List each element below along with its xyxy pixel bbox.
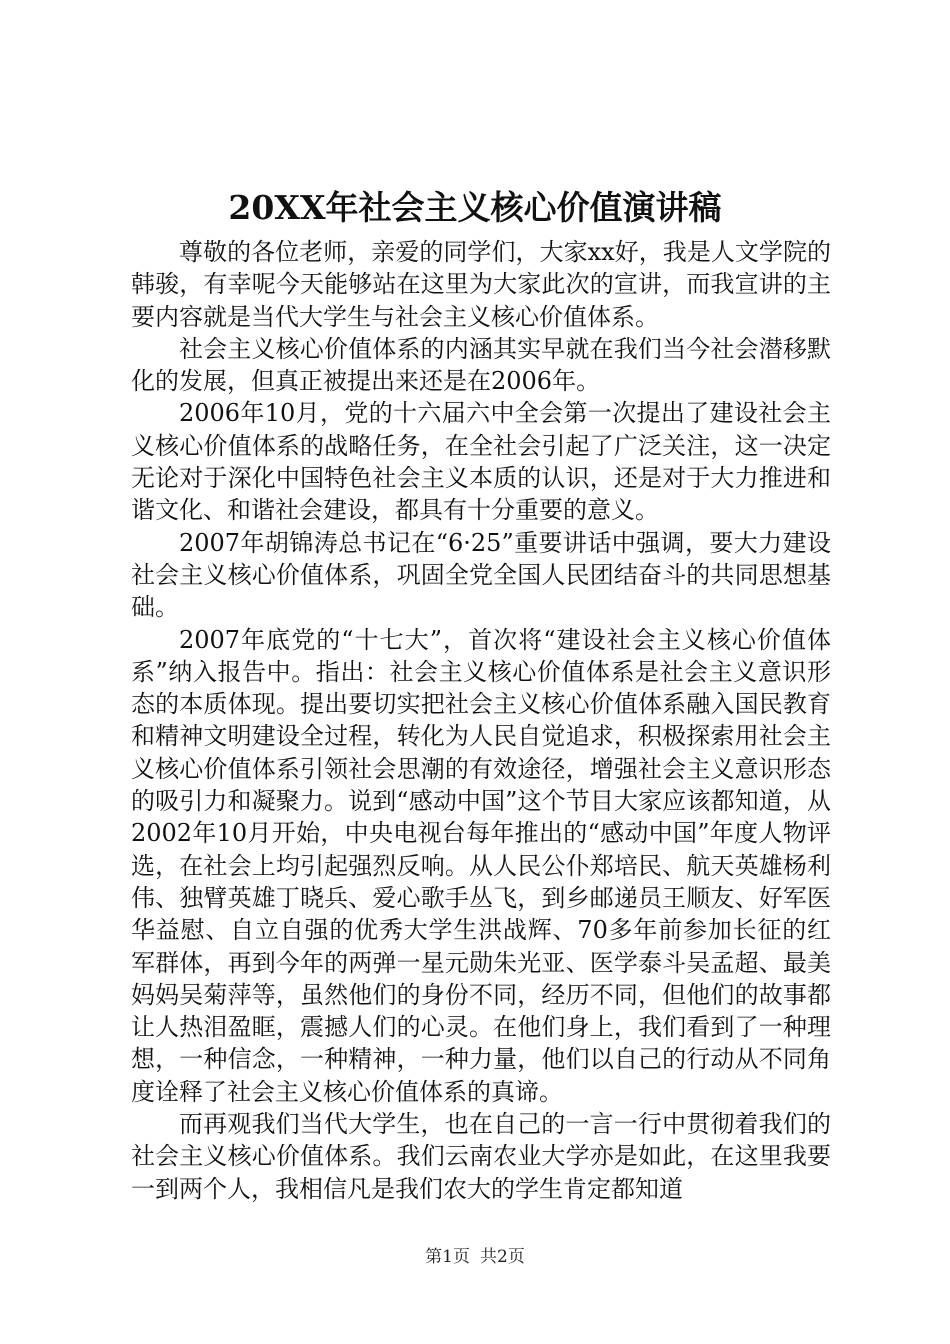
page-total: 共2页 xyxy=(480,1247,525,1267)
document-title: 20XX年社会主义核心价值演讲稿 xyxy=(228,188,722,227)
paragraph-connotation: 社会主义核心价值体系的内涵其实早就在我们当今社会潜移默化的发展，但真正被提出来还是在2006年。 xyxy=(131,334,831,396)
paragraph-college-students: 而再观我们当代大学生，也在自己的一言一行中贯彻着我们的社会主义核心价值体系。我们云南农业大学亦是如此，在这里我要一到两个人，我相信凡是我们农大的学生肯定都知道 xyxy=(131,1110,831,1203)
document-body xyxy=(131,236,831,1205)
paragraph-2006-plenary: 2006年10月，党的十六届六中全会第一次提出了建设社会主义核心价值体系的战略任务，在全社会引起了广泛关注，这一决定无论对于深化中国特色社会主义本质的认识，还是对于大力推进和谐文化、和谐社会建设，都具有十分重要的意义。 xyxy=(131,399,831,525)
paragraph-greeting: 尊敬的各位老师，亲爱的同学们，大家xx好，我是人文学院的韩骏，有幸呢今天能够站在这里为大家此次的宣讲，而我宣讲的主要内容就是当代大学生与社会主义核心价值体系。 xyxy=(131,238,831,331)
paragraph-17th-congress: 2007年底党的“十七大”，首次将“建设社会主义核心价值体系”纳入报告中。指出：社会主义核心价值体系是社会主义意识形态的本质体现。提出要切实把社会主义核心价值体系融入国民教育和精神文明建设全过程，转化为人民自觉追求，积极探索用社会主义核心价值体系引领社会思潮的有效途径，增强社会主义意识形态的吸引力和凝聚力。说到“感动中国”这个节目大家应该都知道，从2002年10月开始，中央电视台每年推出的“感动中国”年度人物评选，在社会上均引起强烈反响。从人民公仆郑培民、航天英雄杨利伟、独臂英雄丁晓兵、爱心歌手丛飞，到乡邮递员王顺友、好军医华益慰、自立自强的优秀大学生洪战辉、70多年前参加长征的红军群体，再到今年的两弹一星元勋朱光亚、医学泰斗吴孟超、最美妈妈吴菊萍等，虽然他们的身份不同，经历不同，但他们的故事都让人热泪盈眶，震撼人们的心灵。在他们身上，我们看到了一种理想，一种信念，一种精神，一种力量，他们以自己的行动从不同角度诠释了社会主义核心价值体系的真谛。 xyxy=(131,625,831,1106)
page-footer xyxy=(0,1245,950,1269)
page-number: 第1页 xyxy=(425,1247,470,1267)
paragraph-2007-speech: 2007年胡锦涛总书记在“6·25”重要讲话中强调，要大力建设社会主义核心价值体系，巩固全党全国人民团结奋斗的共同思想基础。 xyxy=(131,528,831,622)
